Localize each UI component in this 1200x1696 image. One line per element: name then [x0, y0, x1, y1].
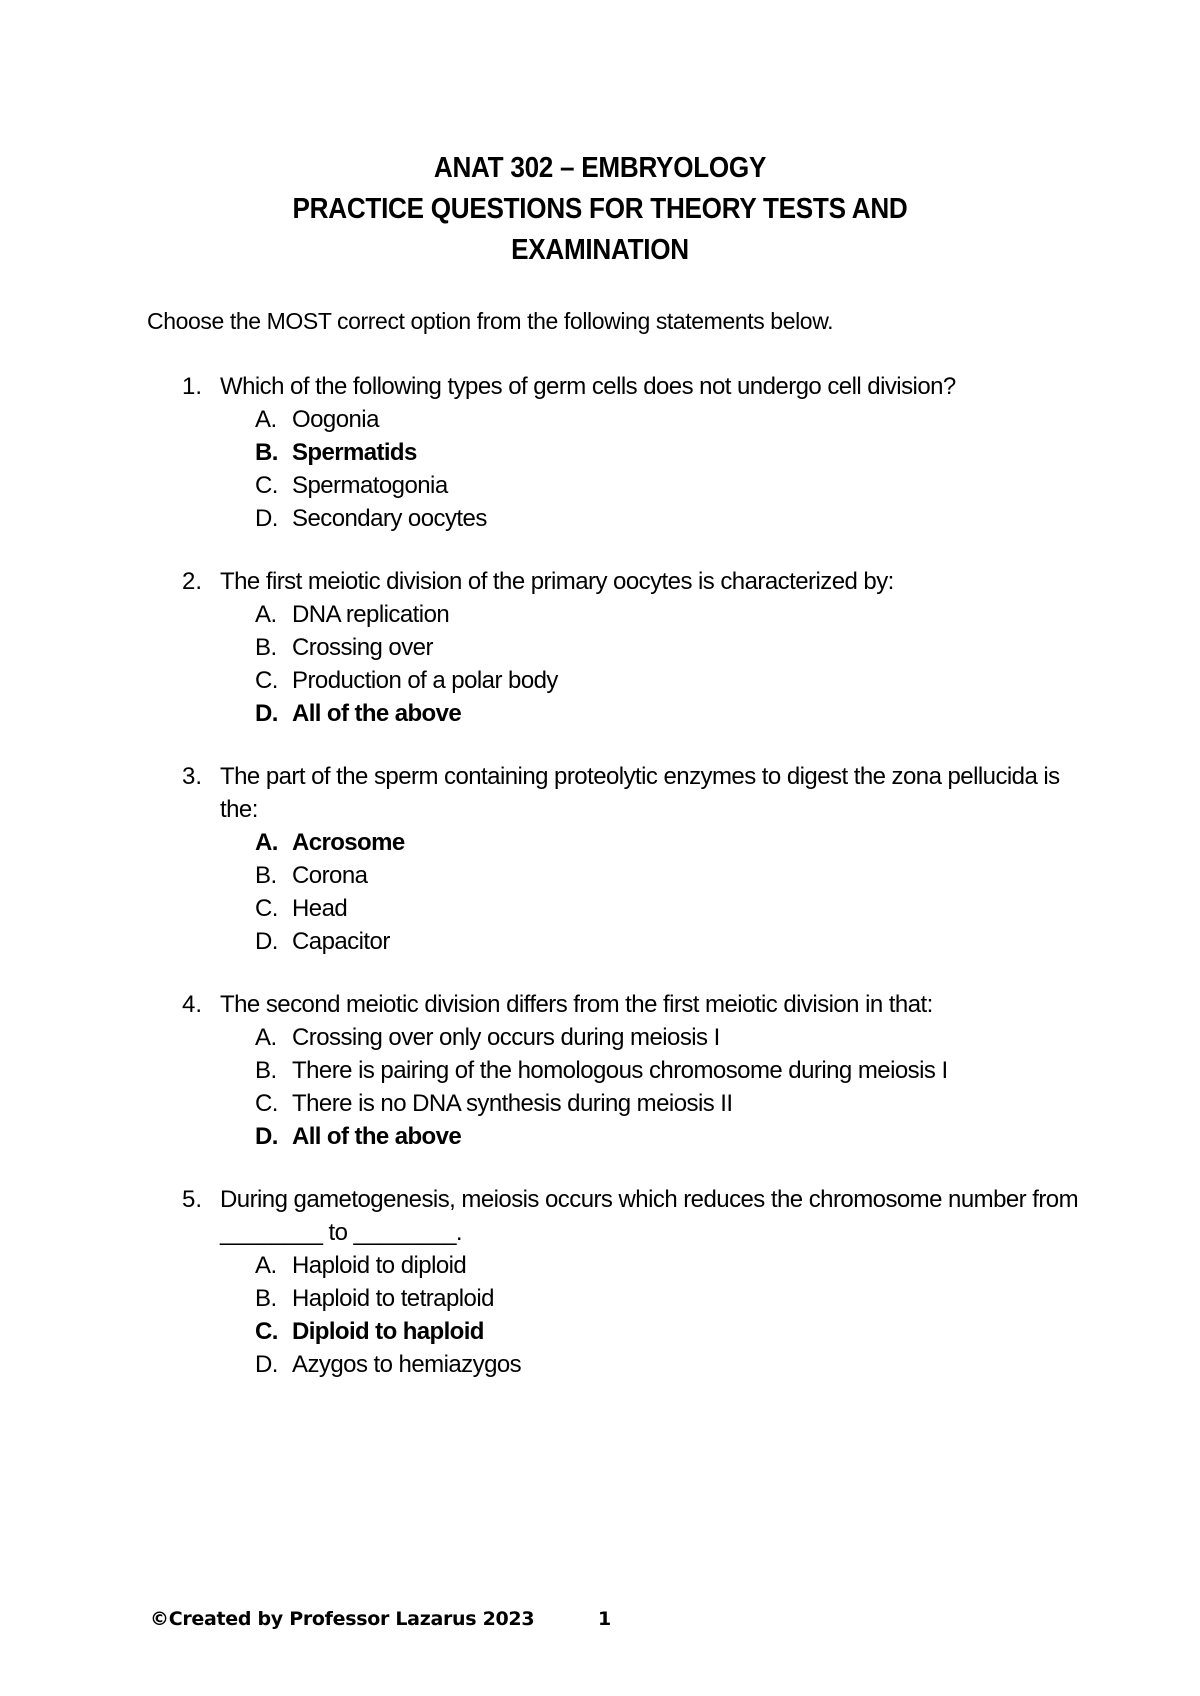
- option-letter: A.: [255, 1252, 277, 1279]
- option-letter: A.: [255, 829, 278, 856]
- option-list: [0, 1249, 1200, 1381]
- question-item: [0, 1183, 1200, 1381]
- option-list: [0, 403, 1200, 535]
- option-item: [0, 1249, 1200, 1282]
- question-text: During gametogenesis, meiosis occurs which reduces the chromosome number from ________ to ________.: [220, 1186, 1079, 1246]
- option-list: [0, 598, 1200, 730]
- question-list: [0, 370, 1200, 1411]
- question-item: [0, 370, 1200, 535]
- question-text: The second meiotic division differs from the first meiotic division in that:: [220, 991, 933, 1018]
- question-item: [0, 760, 1200, 958]
- option-text: Haploid to diploid: [292, 1252, 467, 1279]
- title-line: EXAMINATION: [511, 234, 689, 266]
- option-text: Production of a polar body: [292, 667, 558, 694]
- option-item: [0, 598, 1200, 631]
- option-letter: B.: [255, 862, 277, 889]
- option-item: [0, 892, 1200, 925]
- option-item-correct: [0, 1315, 1200, 1348]
- option-item-correct: [0, 697, 1200, 730]
- option-text: DNA replication: [292, 601, 450, 628]
- option-text: Secondary oocytes: [292, 505, 487, 532]
- option-letter: D.: [255, 505, 278, 532]
- option-text: Head: [292, 895, 348, 922]
- option-text: Spermatogonia: [292, 472, 448, 499]
- title-line: PRACTICE QUESTIONS FOR THEORY TESTS AND: [292, 193, 908, 225]
- footer-credit: ©Created by Professor Lazarus 2023: [150, 1608, 535, 1630]
- question-number: 4.: [182, 991, 203, 1018]
- option-letter: B.: [255, 1057, 277, 1084]
- option-item: [0, 1087, 1200, 1120]
- question-number: 3.: [182, 763, 203, 790]
- option-text: All of the above: [292, 700, 462, 727]
- option-text: Crossing over: [292, 634, 433, 661]
- option-item: [0, 631, 1200, 664]
- option-text: Crossing over only occurs during meiosis I: [292, 1024, 720, 1051]
- option-item: [0, 1021, 1200, 1054]
- option-text: Azygos to hemiazygos: [292, 1351, 522, 1378]
- option-text: Capacitor: [292, 928, 390, 955]
- option-letter: A.: [255, 1024, 277, 1051]
- option-letter: D.: [255, 928, 278, 955]
- option-item: [0, 664, 1200, 697]
- option-letter: D.: [255, 700, 278, 727]
- question-number: 1.: [182, 373, 203, 400]
- option-letter: D.: [255, 1351, 278, 1378]
- question-item: [0, 565, 1200, 730]
- option-text: Acrosome: [292, 829, 405, 856]
- option-text: There is no DNA synthesis during meiosis II: [292, 1090, 733, 1117]
- option-letter: C.: [255, 895, 278, 922]
- option-text: All of the above: [292, 1123, 462, 1150]
- option-text: Diploid to haploid: [292, 1318, 484, 1345]
- option-letter: A.: [255, 406, 277, 433]
- option-item: [0, 403, 1200, 436]
- question-text: The first meiotic division of the primary oocytes is characterized by:: [220, 568, 894, 595]
- option-letter: B.: [255, 634, 277, 661]
- instruction-text: Choose the MOST correct option from the following statements below.: [147, 308, 834, 334]
- option-list: [0, 1021, 1200, 1153]
- title-line: ANAT 302 – EMBRYOLOGY: [433, 152, 767, 184]
- option-letter: A.: [255, 601, 277, 628]
- option-item-correct: [0, 1120, 1200, 1153]
- option-item: [0, 502, 1200, 535]
- option-text: Spermatids: [292, 439, 417, 466]
- option-item-correct: [0, 436, 1200, 469]
- option-letter: C.: [255, 472, 278, 499]
- option-text: Oogonia: [292, 406, 379, 433]
- option-item: [0, 1054, 1200, 1087]
- question-text: The part of the sperm containing proteolytic enzymes to digest the zona pellucida is the:: [220, 763, 1060, 823]
- option-item: [0, 1282, 1200, 1315]
- option-text: Corona: [292, 862, 368, 889]
- option-letter: B.: [255, 439, 278, 466]
- option-text: There is pairing of the homologous chromosome during meiosis I: [292, 1057, 948, 1084]
- option-item-correct: [0, 826, 1200, 859]
- option-letter: C.: [255, 1318, 278, 1345]
- option-letter: C.: [255, 1090, 278, 1117]
- question-item: [0, 988, 1200, 1153]
- option-item: [0, 469, 1200, 502]
- option-letter: B.: [255, 1285, 277, 1312]
- option-letter: D.: [255, 1123, 278, 1150]
- option-list: [0, 826, 1200, 958]
- option-item: [0, 1348, 1200, 1381]
- option-item: [0, 925, 1200, 958]
- question-number: 2.: [182, 568, 203, 595]
- question-number: 5.: [182, 1186, 203, 1213]
- option-item: [0, 859, 1200, 892]
- option-letter: C.: [255, 667, 278, 694]
- option-text: Haploid to tetraploid: [292, 1285, 494, 1312]
- page-number: 1: [598, 1608, 612, 1630]
- document-title: [60, 148, 1140, 271]
- question-text: Which of the following types of germ cells does not undergo cell division?: [220, 373, 956, 400]
